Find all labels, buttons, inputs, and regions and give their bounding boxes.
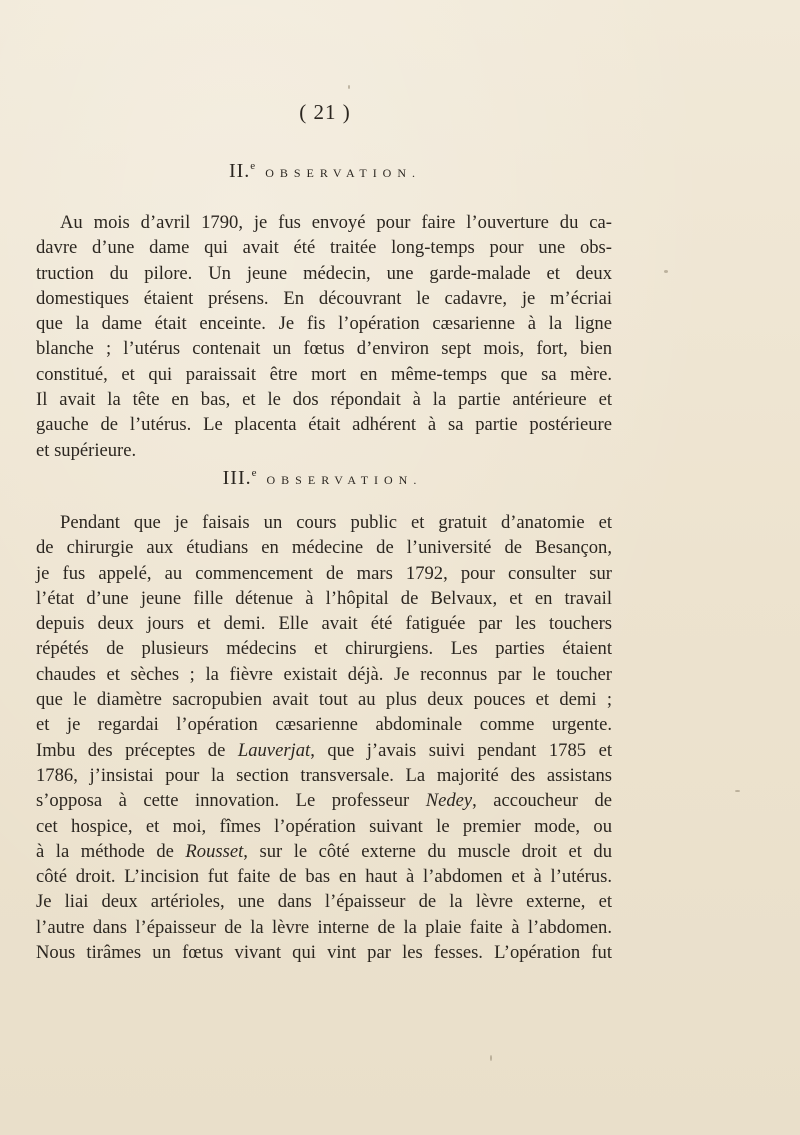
- heading-word: OBSERVATION.: [266, 473, 423, 487]
- paragraph-observation-3: [36, 510, 612, 965]
- proper-name: Nedey: [425, 790, 473, 812]
- proper-name: Lauverjat: [237, 739, 311, 761]
- text-line: l’autre dans l’épaisseur de la lèvre interne de la plaie faite à l’abdomen.: [36, 916, 612, 938]
- text-line: répétés de plusieurs médecins et chirurgiens. Les parties étaient: [36, 638, 612, 660]
- paper-speck: [490, 1055, 492, 1061]
- text-line: Il avait la tête en bas, et le dos répondait à la partie antérieure et: [36, 389, 612, 411]
- text-line: 1786, j’insistai pour la section transversale. La majorité des assistans: [36, 764, 612, 786]
- text-line: Au mois d’avril 1790, je fus envoyé pour faire l’ouverture du ca-: [60, 212, 612, 233]
- paper-speck: [664, 270, 668, 273]
- text-line: et supérieure.: [36, 439, 137, 461]
- heading-observation-3: [0, 467, 645, 490]
- paper-speck: [735, 790, 740, 792]
- text-line: et je regardai l’opération cæsarienne abdominale comme urgente.: [36, 714, 612, 736]
- heading-superscript: e: [251, 467, 257, 479]
- text-line: Pendant que je faisais un cours public et gratuit d’anatomie et: [60, 512, 612, 533]
- text-line: davre d’une dame qui avait été traitée long-temps pour une obs-: [36, 237, 612, 259]
- text-line: chaudes et sèches ; la fièvre existait déjà. Je reconnus par le toucher: [36, 663, 612, 685]
- heading-superscript: e: [250, 160, 256, 172]
- text-line: cet hospice, et moi, fîmes l’opération suivant le premier mode, ou: [36, 815, 612, 837]
- text-line: gauche de l’utérus. Le placenta était adhérent à sa partie postérieure: [36, 414, 612, 436]
- heading-numeral: II.: [228, 160, 251, 182]
- text-line: que le diamètre sacropubien avait tout au plus deux pouces et demi ;: [36, 689, 612, 711]
- text-line: de chirurgie aux étudians en médecine de l’université de Besançon,: [36, 537, 612, 559]
- text-line: truction du pilore. Un jeune médecin, une garde-malade et deux: [36, 262, 612, 284]
- text-line: depuis deux jours et demi. Elle avait été fatiguée par les touchers: [36, 613, 612, 635]
- text-line: s’opposa à cette innovation. Le professeur Nedey, accoucheur de: [36, 790, 612, 812]
- paper-speck: [348, 85, 350, 89]
- text-line: Je liai deux artérioles, une dans l’épaisseur de la lèvre externe, et: [36, 891, 612, 913]
- text-line: constitué, et qui paraissait être mort en même-temps que sa mère.: [36, 363, 612, 385]
- text-line: côté droit. L’incision fut faite de bas en haut à l’abdomen et à l’utérus.: [36, 866, 612, 888]
- text-line: que la dame était enceinte. Je fis l’opération cæsarienne à la ligne: [36, 313, 612, 335]
- text-line: je fus appelé, au commencement de mars 1792, pour consulter sur: [36, 562, 612, 584]
- heading-word: OBSERVATION.: [265, 166, 422, 180]
- paragraph-observation-2: [36, 210, 612, 463]
- text-line: Imbu des préceptes de Lauverjat, que j’avais suivi pendant 1785 et: [36, 739, 612, 761]
- text-line: blanche ; l’utérus contenait un fœtus d’environ sept mois, fort, bien: [36, 338, 612, 360]
- text-line: Nous tirâmes un fœtus vivant qui vint par les fesses. L’opération fut: [36, 942, 612, 964]
- heading-numeral: III.: [222, 467, 252, 489]
- text-line: domestiques étaient présens. En découvrant le cadavre, je m’écriai: [36, 287, 612, 309]
- text-line: à la méthode de Rousset, sur le côté externe du muscle droit et du: [36, 840, 612, 862]
- proper-name: Rousset: [185, 840, 244, 862]
- text-line: l’état d’une jeune fille détenue à l’hôpital de Belvaux, et en travail: [36, 587, 612, 609]
- page-number: ( 21 ): [299, 100, 351, 124]
- heading-observation-2: [0, 160, 650, 183]
